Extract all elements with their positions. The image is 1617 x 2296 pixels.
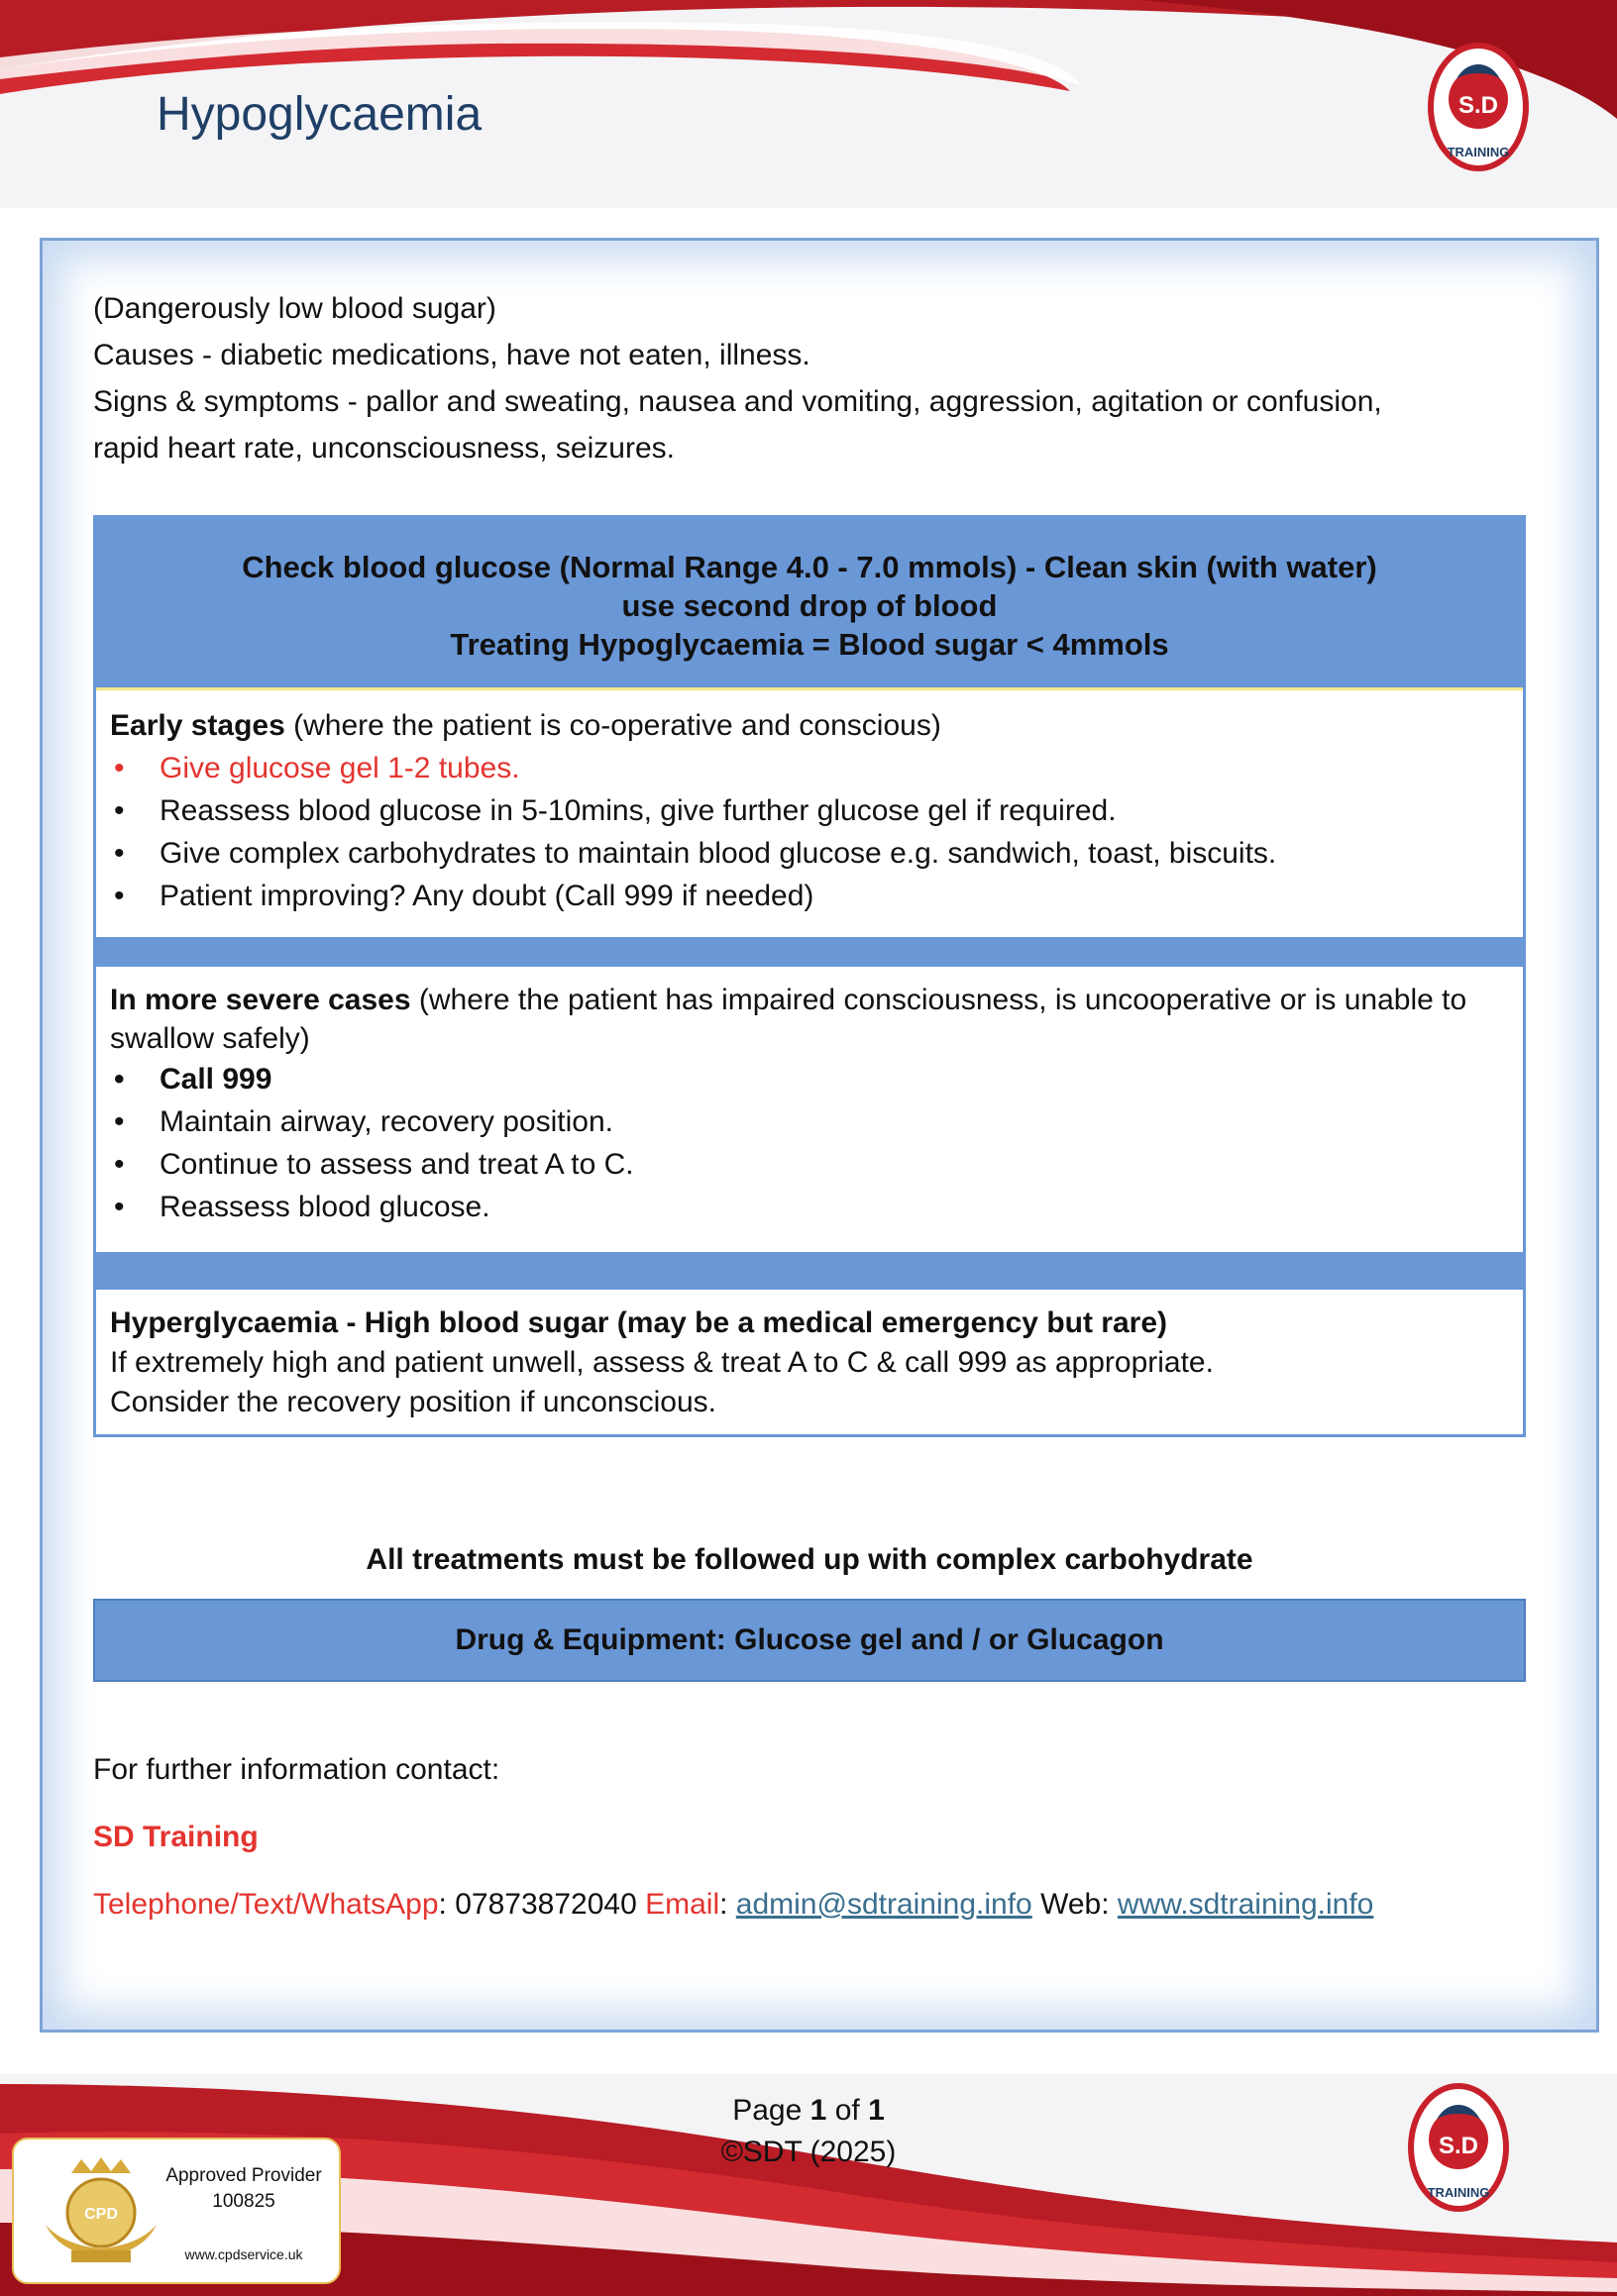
- early-stages-list: [110, 747, 1509, 917]
- phone-number: 07873872040: [455, 1888, 637, 1921]
- early-stages-heading: Early stages (where the patient is co-operative and conscious): [110, 709, 941, 742]
- hyperglycaemia-heading: Hyperglycaemia - High blood sugar (may be a medical emergency but rare): [110, 1306, 1168, 1339]
- list-item: • Patient improving? Any doubt (Call 999 if needed): [110, 875, 1509, 917]
- table-divider: [96, 1252, 1523, 1290]
- drug-equipment-box: Drug & Equipment: Glucose gel and / or Glucagon: [93, 1599, 1526, 1682]
- svg-text:TRAINING: TRAINING: [1427, 2185, 1490, 2200]
- cpd-badge: [12, 2138, 341, 2284]
- list-item: • Reassess blood glucose.: [110, 1186, 1509, 1228]
- list-item: • Give complex carbohydrates to maintain blood glucose e.g. sandwich, toast, biscuits.: [110, 832, 1509, 875]
- sd-training-logo: [1427, 40, 1530, 174]
- list-item: • Call 999: [110, 1058, 1509, 1100]
- list-item: • Continue to assess and treat A to C.: [110, 1143, 1509, 1186]
- svg-text:S.D: S.D: [1457, 92, 1499, 119]
- organisation-name: SD Training: [93, 1821, 259, 1853]
- table-divider: [96, 937, 1523, 967]
- hyperglycaemia-section: [96, 1290, 1523, 1434]
- page-title: Hypoglycaemia: [157, 88, 483, 141]
- intro-line-3: Signs & symptoms - pallor and sweating, nausea and vomiting, aggression, agitation or confusion,: [93, 385, 1382, 418]
- severe-cases-heading: In more severe cases (where the patient has impaired consciousness, is uncooperative or is unable to swallow safely): [110, 984, 1467, 1055]
- web-label: Web:: [1040, 1888, 1110, 1921]
- web-link[interactable]: www.sdtraining.info: [1117, 1888, 1374, 1921]
- svg-text:TRAINING: TRAINING: [1447, 145, 1510, 159]
- severe-cases-section: [96, 967, 1523, 1252]
- sd-training-logo: [1407, 2080, 1510, 2215]
- list-item: • Reassess blood glucose in 5-10mins, give further glucose gel if required.: [110, 789, 1509, 832]
- phone-label: Telephone/Text/WhatsApp: [93, 1888, 439, 1921]
- copyright: ©SDT (2025): [720, 2136, 897, 2168]
- svg-text:CPD: CPD: [84, 2206, 118, 2223]
- followup-note: All treatments must be followed up with complex carbohydrate: [366, 1543, 1253, 1576]
- header-line-1: Check blood glucose (Normal Range 4.0 - 7.0 mmols) - Clean skin (with water): [242, 550, 1377, 584]
- header-line-2: use second drop of blood: [621, 588, 998, 623]
- hyperglycaemia-line-1: If extremely high and patient unwell, assess & treat A to C & call 999 as appropriate.: [110, 1346, 1214, 1379]
- intro-section: [93, 285, 1526, 471]
- intro-line-1: (Dangerously low blood sugar): [93, 292, 496, 325]
- treatment-table: [93, 515, 1526, 1437]
- contact-details: Telephone/Text/WhatsApp: 07873872040 Email: admin@sdtraining.info Web: www.sdtraining.info: [93, 1888, 1374, 1921]
- cpd-crest-icon: [36, 2155, 166, 2272]
- intro-line-2: Causes - diabetic medications, have not eaten, illness.: [93, 339, 810, 371]
- email-label: Email: [645, 1888, 720, 1921]
- cpd-url[interactable]: www.cpdservice.uk: [184, 2246, 303, 2262]
- intro-line-4: rapid heart rate, unconsciousness, seizures.: [93, 432, 675, 465]
- severe-cases-list: [110, 1058, 1509, 1228]
- early-stages-section: [96, 690, 1523, 937]
- email-link[interactable]: admin@sdtraining.info: [735, 1888, 1032, 1921]
- header-line-3: Treating Hypoglycaemia = Blood sugar < 4mmols: [450, 627, 1169, 662]
- cpd-approved-text: Approved Provider 100825: [165, 2165, 322, 2212]
- table-header: [96, 518, 1523, 690]
- list-item: • Maintain airway, recovery position.: [110, 1100, 1509, 1143]
- contact-section: [93, 1753, 1373, 1955]
- svg-text:S.D: S.D: [1438, 2133, 1479, 2159]
- page-number: Page 1 of 1: [732, 2094, 885, 2127]
- list-item: • Give glucose gel 1-2 tubes.: [110, 747, 1509, 789]
- hyperglycaemia-line-2: Consider the recovery position if unconscious.: [110, 1386, 716, 1418]
- contact-intro: For further information contact:: [93, 1753, 500, 1786]
